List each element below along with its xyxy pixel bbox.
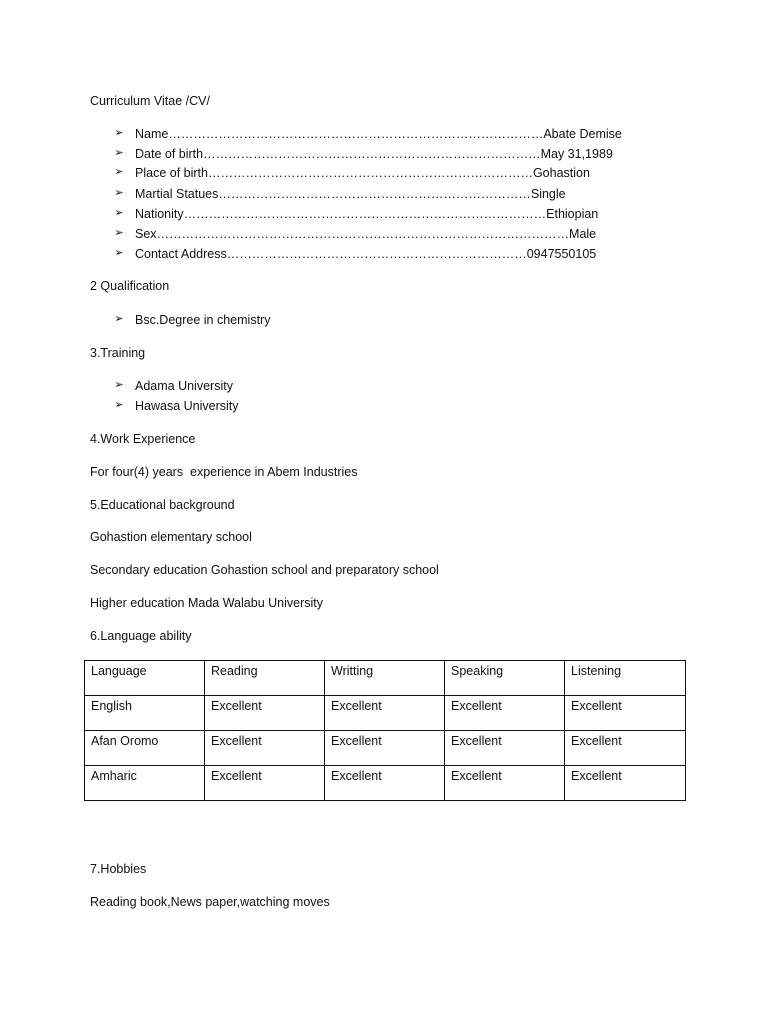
document-title: Curriculum Vitae /CV/ (90, 94, 210, 108)
column-header: Language (85, 661, 205, 696)
table-row (85, 766, 686, 801)
table-cell: Amharic (85, 766, 205, 801)
detail-contact-address: Contact Address………………………………………………………………0947550105 (135, 247, 597, 261)
table-cell: Excellent (205, 731, 325, 766)
arrow-bullet-icon: ➢ (114, 127, 124, 139)
table-cell: Excellent (565, 696, 686, 731)
table-cell: Excellent (205, 696, 325, 731)
detail-marital-status: Martial Statues…………………………………………………………………Single (135, 187, 566, 201)
table-cell: Excellent (445, 696, 565, 731)
arrow-bullet-icon: ➢ (114, 313, 124, 325)
section-title-language: 6.Language ability (90, 629, 192, 643)
table-cell: Excellent (565, 731, 686, 766)
arrow-bullet-icon: ➢ (114, 379, 124, 391)
detail-nationality: Nationity……………………………………………………………………………Ethiopian (135, 207, 599, 221)
table-cell: English (85, 696, 205, 731)
arrow-bullet-icon: ➢ (114, 187, 124, 199)
table-cell: Excellent (565, 766, 686, 801)
section-title-qualification: 2 Qualification (90, 279, 170, 293)
detail-sex: Sex………………………………………………………………………………………Male (135, 227, 597, 241)
arrow-bullet-icon: ➢ (114, 247, 124, 259)
education-line: Secondary education Gohastion school and preparatory school (90, 563, 439, 577)
table-cell: Excellent (205, 766, 325, 801)
education-line: Higher education Mada Walabu University (90, 596, 323, 610)
table-cell: Excellent (325, 696, 445, 731)
table-cell: Excellent (445, 731, 565, 766)
section-title-training: 3.Training (90, 346, 146, 360)
work-experience-text: For four(4) years experience in Abem Industries (90, 465, 358, 479)
detail-date-of-birth: Date of birth………………………………………………………………………May 31,1989 (135, 147, 613, 161)
arrow-bullet-icon: ➢ (114, 147, 124, 159)
section-title-hobbies: 7.Hobbies (90, 862, 147, 876)
column-header: Speaking (445, 661, 565, 696)
column-header: Listening (565, 661, 686, 696)
arrow-bullet-icon: ➢ (114, 207, 124, 219)
arrow-bullet-icon: ➢ (114, 166, 124, 178)
training-item: Hawasa University (135, 399, 239, 413)
education-line: Gohastion elementary school (90, 530, 252, 544)
table-header-row (85, 661, 686, 696)
hobbies-text: Reading book,News paper,watching moves (90, 895, 330, 909)
column-header: Reading (205, 661, 325, 696)
qualification-item: Bsc.Degree in chemistry (135, 313, 271, 327)
arrow-bullet-icon: ➢ (114, 227, 124, 239)
training-item: Adama University (135, 379, 233, 393)
section-title-education: 5.Educational background (90, 498, 235, 512)
section-title-work-experience: 4.Work Experience (90, 432, 196, 446)
table-cell: Excellent (445, 766, 565, 801)
table-cell: Excellent (325, 731, 445, 766)
arrow-bullet-icon: ➢ (114, 399, 124, 411)
table-row (85, 696, 686, 731)
table-cell: Excellent (325, 766, 445, 801)
detail-place-of-birth: Place of birth……………………………………………………………………Gohastion (135, 166, 590, 180)
table-cell: Afan Oromo (85, 731, 205, 766)
table-row (85, 731, 686, 766)
detail-name: Name………………………………………………………………………………Abate Demise (135, 127, 622, 141)
language-table (84, 660, 686, 801)
column-header: Writting (325, 661, 445, 696)
